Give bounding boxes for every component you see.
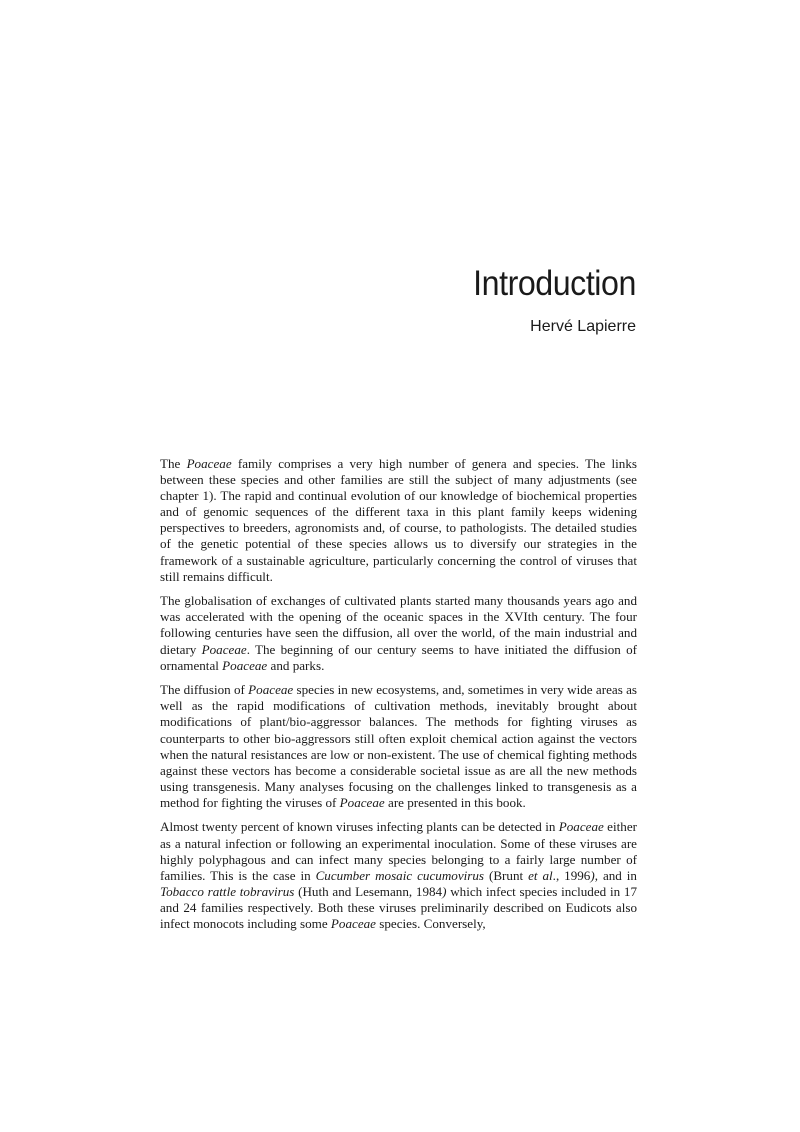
text-run: either as a natural infection or following an experimental inoculation. Some of these viruses are highly polyphagous and can infect many species belonging to a fairly large number of families. This is the case in: [160, 819, 637, 883]
body-text: [160, 456, 637, 941]
text-run-italic: et al: [528, 867, 553, 883]
paragraph: [160, 819, 637, 932]
text-run-italic: ): [442, 883, 447, 899]
text-run: (Huth and Lesemann, 1984: [294, 883, 443, 899]
text-run-italic: Poaceae: [248, 682, 294, 698]
text-run: ., 1996: [552, 867, 591, 883]
text-run: Almost twenty percent of known viruses infecting plants can be detected in: [160, 819, 559, 835]
text-run: The globalisation of exchanges of cultivated plants started many thousands years ago and was accelerated with the opening of the oceanic spaces in the XVIth century. The four following centuries have seen the diffusion, all over the world, of the main industrial and dietary: [160, 593, 637, 657]
text-run: The diffusion of: [160, 682, 249, 698]
chapter-title: Introduction: [473, 264, 636, 303]
text-run-italic: Cucumber mosaic cucumovirus: [315, 867, 485, 883]
text-run: , and in: [594, 867, 637, 883]
text-run: species in new ecosystems, and, sometimes in very wide areas as well as the rapid modifications of cultivation methods, inevitably brought about modifications of plant/bio-aggressor balances. The methods for fighting viruses as counterparts to other bio-aggressors still often exploit chemical action against the vectors when the natural resistances are low or non-existent. The use of chemical fighting methods against these vectors has become a considerable societal issue as are all the new methods using transgenesis. Many analyses focusing on the challenges linked to transgenesis as a method for fighting the viruses of: [160, 682, 637, 810]
text-run-italic: Poaceae: [339, 794, 385, 810]
text-run-italic: Poaceae: [330, 916, 376, 932]
text-run: and parks.: [267, 657, 325, 673]
text-run: species. Conversely,: [376, 916, 486, 932]
text-run: family comprises a very high number of genera and species. The links between these species and other families are still the subject of many adjustments (see chapter 1). The rapid and continual evolution of our knowledge of biochemical properties and of genomic sequences of the different taxa in this plant family keeps widening perspectives to breeders, agronomists and, of course, to pathologists. The detailed studies of the genetic potential of these species allows us to diversify our strategies in the framework of a sustainable agriculture, particularly concerning the control of viruses that still remains difficult.: [160, 456, 637, 584]
text-run: which infect species included in 17 and 24 families respectively. Both these viruses preliminarily described on Eudicots also infect monocots including some: [160, 883, 637, 932]
paragraph: [160, 456, 637, 585]
text-run-italic: Poaceae: [201, 641, 247, 657]
text-run-italic: Poaceae: [558, 819, 604, 835]
text-run: The: [160, 456, 187, 471]
author-name: Hervé Lapierre: [530, 318, 636, 335]
text-run-italic: Tobacco rattle tobravirus: [160, 883, 295, 899]
paragraph: [160, 682, 637, 811]
text-run: . The beginning of our century seems to have initiated the diffusion of ornamental: [160, 641, 637, 673]
text-run-italic: ): [590, 867, 595, 883]
text-run: (Brunt: [484, 867, 529, 883]
text-run: are presented in this book.: [384, 794, 526, 810]
paragraph: [160, 593, 637, 673]
text-run-italic: Poaceae: [222, 657, 268, 673]
text-run-italic: Poaceae: [186, 456, 232, 471]
